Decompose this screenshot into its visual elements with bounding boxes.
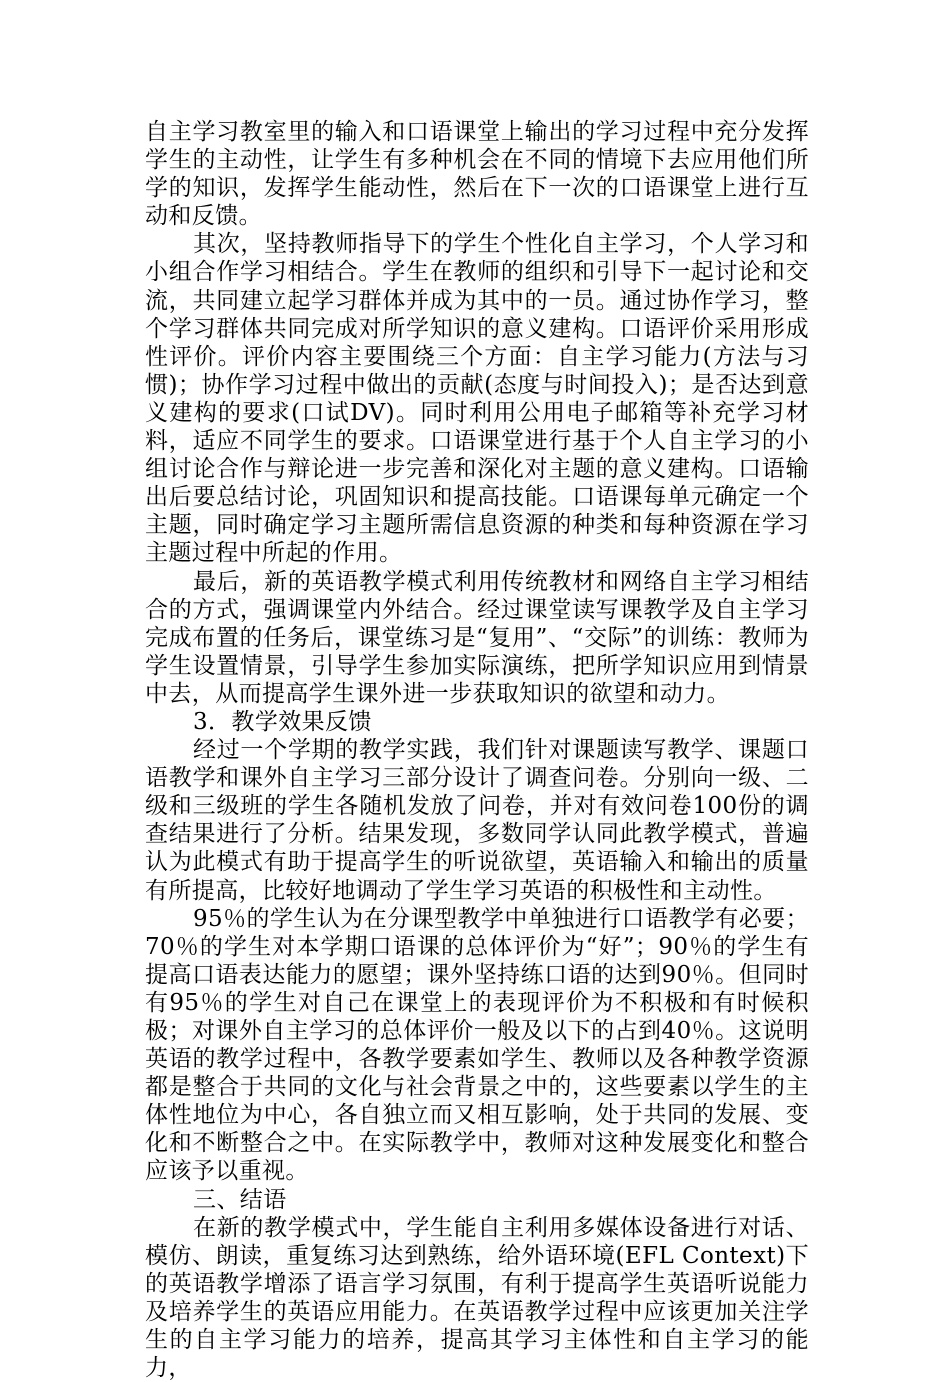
paragraph-survey: 经过一个学期的教学实践，我们针对课题读写教学、课题口语教学和课外自主学习三部分设计了调查问卷。分别向一级、二级和三级班的学生各随机发放了问卷，并对有效问卷100份的调查结果进行了分析。结果发现，多数同学认同此教学模式，普遍认为此模式有助于提高学生的听说欲望，英语输入和输出的质量有所提高，比较好地调动了学生学习英语的积极性和主动性。 — [145, 737, 809, 904]
paragraph-finally: 最后，新的英语教学模式利用传统教材和网络自主学习相结合的方式，强调课堂内外结合。经过课堂读写课教学及自主学习完成布置的任务后，课堂练习是“复用”、“交际”的训练：教师为学生设置情景，引导学生参加实际演练，把所学知识应用到情景中去，从而提高学生课外进一步获取知识的欲望和动力。 — [145, 568, 809, 707]
section-heading-conclusion: 三、结语 — [193, 1186, 287, 1213]
paragraph-conclusion: 在新的教学模式中，学生能自主利用多媒体设备进行对话、模仿、朗读，重复练习达到熟练，给外语环境(EFL Context)下的英语教学增添了语言学习氛围，有利于提高学生英语听说能力及培养学生的英语应用能力。在英语教学过程中应该更加关注学生的自主学习能力的培养，提高其学习主体性和自主学习的能力， — [145, 1214, 809, 1382]
paragraph-continuation: 自主学习教室里的输入和口语课堂上输出的学习过程中充分发挥学生的主动性，让学生有多种机会在不同的情境下去应用他们所学的知识，发挥学生能动性，然后在下一次的口语课堂上进行互动和反馈。 — [145, 119, 809, 230]
paragraph-survey-results: 95％的学生认为在分课型教学中单独进行口语教学有必要；70％的学生对本学期口语课的总体评价为“好”；90％的学生有提高口语表达能力的愿望；课外坚持练口语的达到90％。但同时有95％的学生对自己在课堂上的表现评价为不积极和有时候积极；对课外自主学习的总体评价一般及以下的占到40％。这说明英语的教学过程中，各教学要素如学生、教师以及各种教学资源都是整合于共同的文化与社会背景之中的，这些要素以学生的主体性地位为中心，各自独立而又相互影响，处于共同的发展、变化和不断整合之中。在实际教学中，教师对这种发展变化和整合应该予以重视。 — [145, 905, 809, 1185]
paragraph-secondly: 其次，坚持教师指导下的学生个性化自主学习，个人学习和小组合作学习相结合。学生在教师的组织和引导下一起讨论和交流，共同建立起学习群体并成为其中的一员。通过协作学习，整个学习群体共同完成对所学知识的意义建构。口语评价采用形成性评价。评价内容主要围绕三个方面：自主学习能力(方法与习惯)；协作学习过程中做出的贡献(态度与时间投入)；是否达到意义建构的要求(口试DV)。同时利用公用电子邮箱等补充学习材料，适应不同学生的要求。口语课堂进行基于个人自主学习的小组讨论合作与辩论进一步完善和深化对主题的意义建构。口语输出后要总结讨论，巩固知识和提高技能。口语课每单元确定一个主题，同时确定学习主题所需信息资源的种类和每种资源在学习主题过程中所起的作用。 — [145, 231, 809, 567]
section-heading-teaching-feedback: 3．教学效果反馈 — [193, 708, 372, 735]
document-body — [145, 118, 809, 1382]
